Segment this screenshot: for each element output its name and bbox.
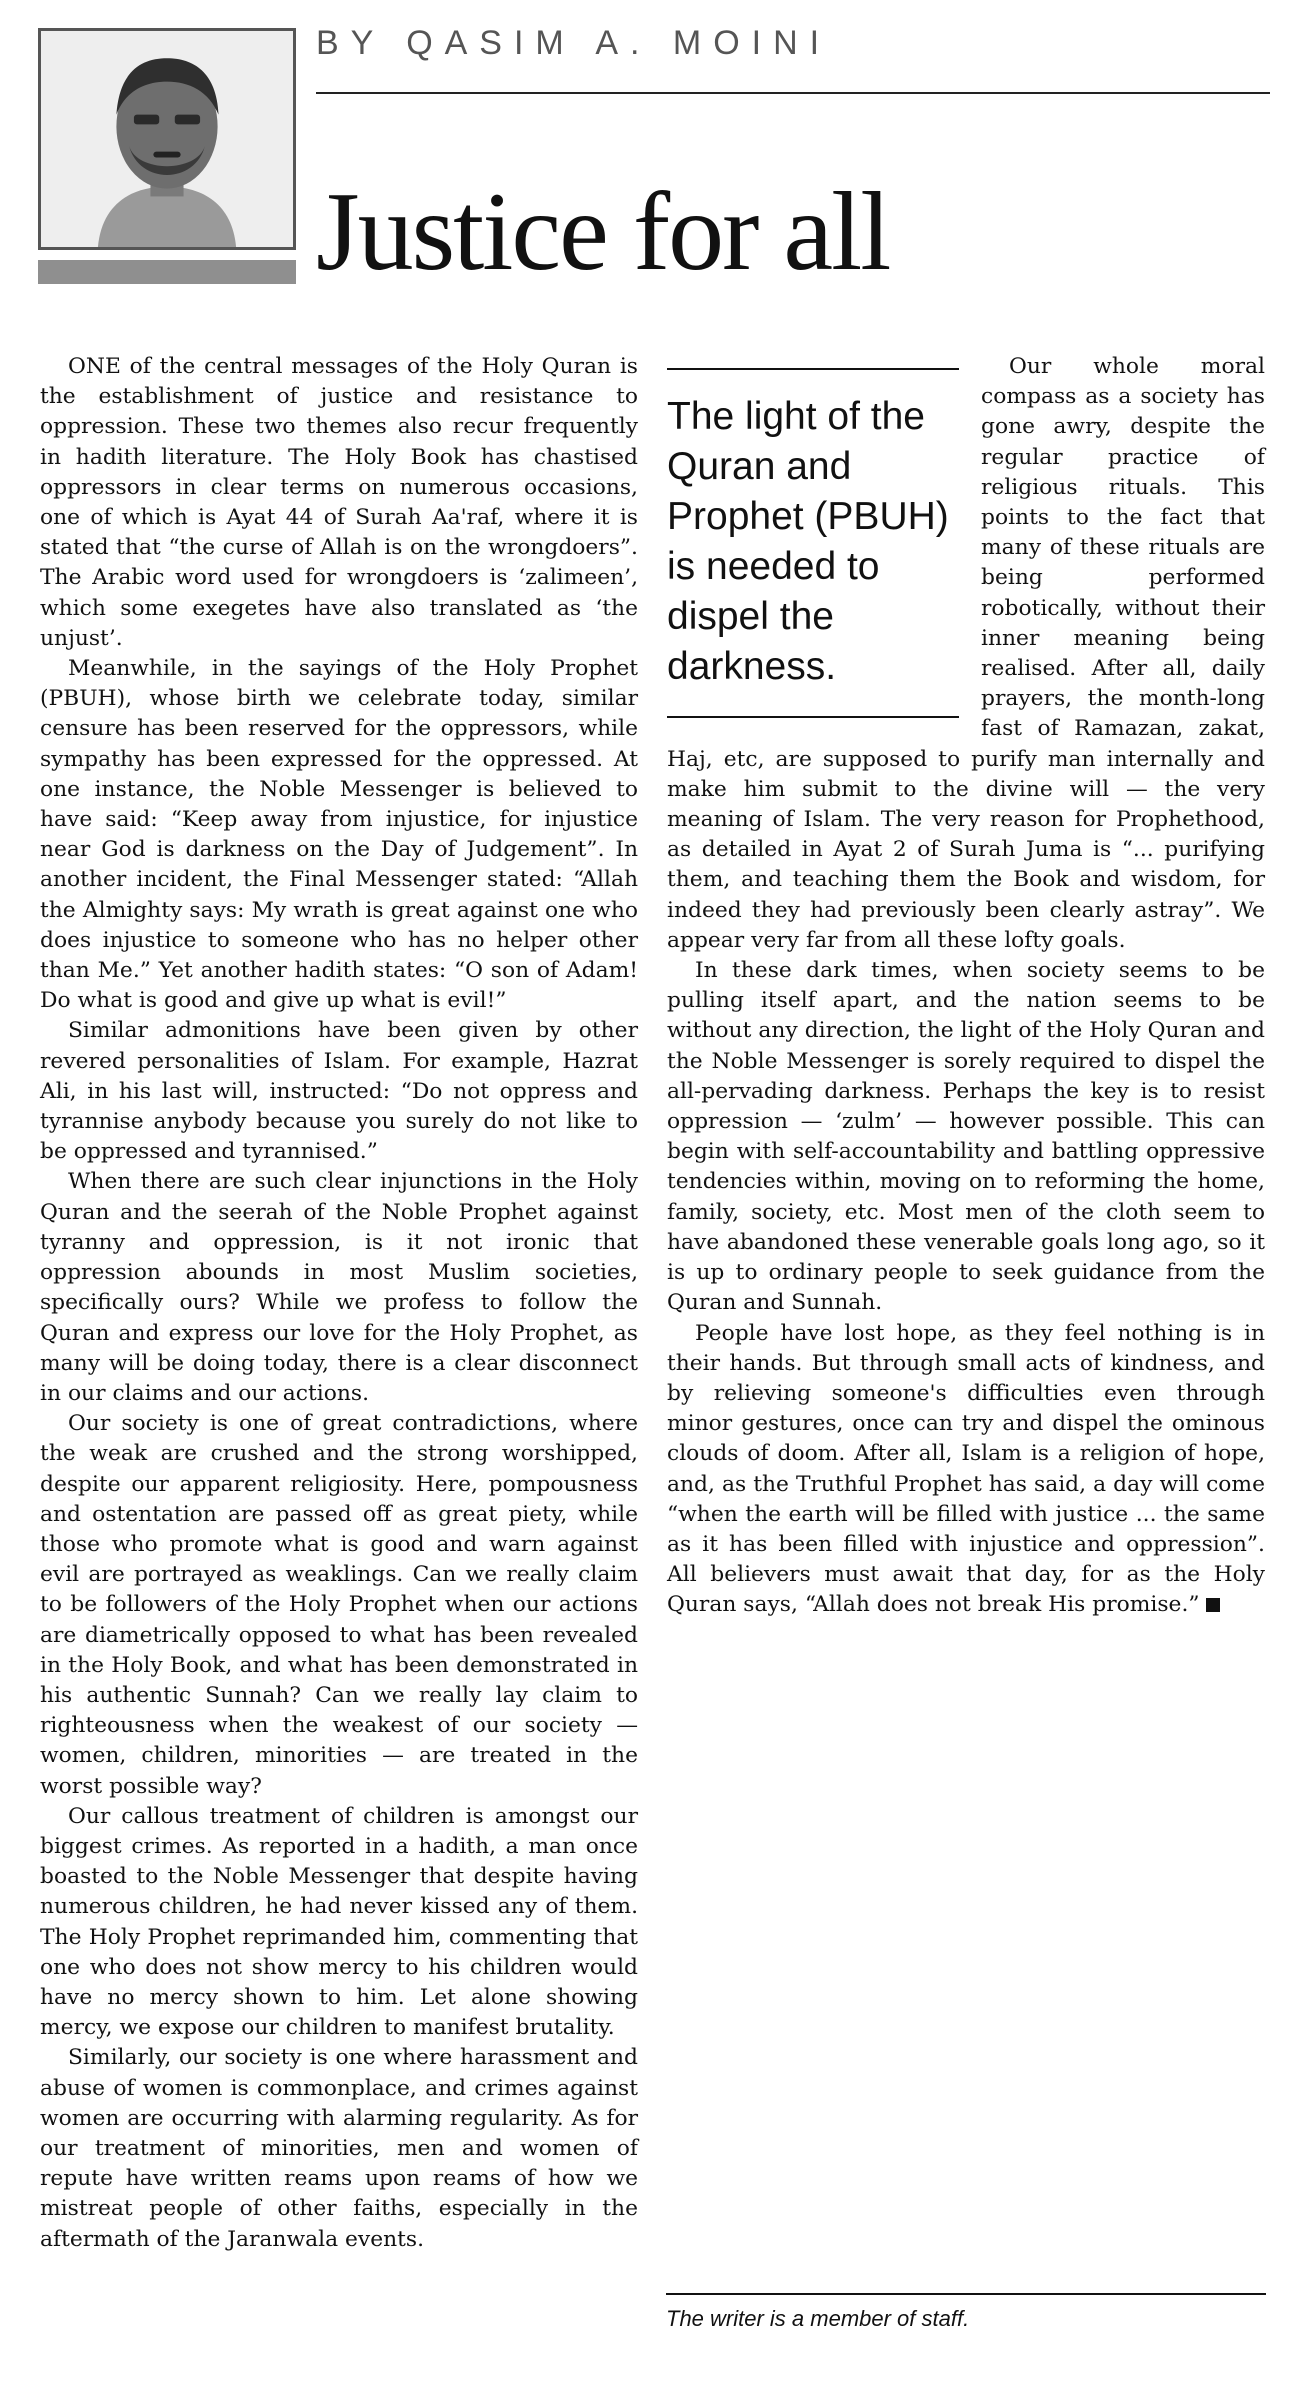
paragraph-last	[667, 1319, 1265, 1621]
paragraph: In these dark times, when society seems to be pulling itself apart, and the nation seems to be without any direction, the light of the Holy Quran and the Noble Messenger is sorely required to dispel the all-pervading darkness. Perhaps the key is to resist oppression — ‘zulm’ — however possible. This can begin with self-accountability and battling oppressive tendencies within, moving on to reforming the home, family, society, etc. Most men of the cloth seem to have abandoned these venerable goals long ago, so it is up to ordinary people to seek guidance from the Quran and Sunnah.	[667, 958, 1265, 1316]
paragraph: Our callous treatment of children is amongst our biggest crimes. As reported in a hadith, a man once boasted to the Noble Messenger that despite having numerous children, he had never kissed any of them. The Holy Prophet reprimanded him, commenting that one who does not show mercy to his children would have no mercy shown to him. Let alone showing mercy, we expose our children to manifest brutality.	[40, 1803, 638, 2041]
paragraph: Our society is one of great contradictions, where the weak are crushed and the strong worshipped, despite our apparent religiosity. Here, pompousness and ostentation are passed off as great piety, while those who promote what is good and warn against evil are portrayed as weaklings. Can we really claim to be followers of the Holy Prophet when our actions are diametrically opposed to what has been revealed in the Holy Book, and what has been demonstrated in his authentic Sunnah? Can we really lay claim to righteousness when the weakest of our society — women, children, minorities — are treated in the worst possible way?	[40, 1411, 638, 1799]
paragraph: When there are such clear injunctions in the Holy Quran and the seerah of the Noble Prophet against tyranny and oppression, is it not ironic that oppression abounds in most Muslim societies, specifically ours? While we profess to follow the Quran and express our love for the Holy Prophet, as many will be doing today, there is a clear disconnect in our claims and our actions.	[40, 1169, 638, 1406]
headline: Justice for all	[316, 170, 890, 294]
article-body	[40, 352, 1265, 2267]
author-portrait-icon	[41, 31, 293, 247]
paragraph-last-text: People have lost hope, as they feel nothing is in their hands. But through small acts of kindness, and by relieving someone's difficulties even through minor gestures, once can try and dispel the ominous clouds of doom. After all, Islam is a religion of hope, and, as the Truthful Prophet has said, a day will come “when the earth will be filled with justice ... the same as it has been filled with injustice and oppression”. All believers must await that day, for as the Holy Quran says, “Allah does not break His promise.”	[667, 1320, 1265, 1618]
article-header	[38, 24, 1270, 294]
end-mark-icon	[1206, 1598, 1220, 1612]
paragraph: Meanwhile, in the sayings of the Holy Prophet (PBUH), whose birth we celebrate today, similar censure has been reserved for the oppressors, while sympathy has been expressed for the oppressed. At one instance, the Noble Messenger is believed to have said: “Keep away from injustice, for injustice near God is darkness on the Day of Judgement”. In another incident, the Final Messenger stated: “Allah the Almighty says: My wrath is great against one who does injustice to someone who has no helper other than Me.” Yet another hadith states: “O son of Adam! Do what is good and give up what is evil!”	[40, 656, 638, 1014]
paragraph: Similar admonitions have been given by other revered personalities of Islam. For example, Hazrat Ali, in his last will, instructed: “Do not oppress and tyrannise anybody because you surely do not like to be oppressed and tyrannised.”	[40, 1018, 638, 1165]
paragraph: ONE of the central messages of the Holy Quran is the establishment of justice and resistance to oppression. These two themes also recur frequently in hadith literature. The Holy Book has chastised oppressors in clear terms on numerous occasions, one of which is Ayat 44 of Surah Aa'raf, where it is stated that “the curse of Allah is on the wrongdoers”. The Arabic word used for wrongdoers is ‘zalimeen’, which some exegetes have also translated as ‘the unjust’.	[40, 354, 638, 651]
pull-quote: The light of the Quran and Prophet (PBUH) is needed to dispel the darkness.	[667, 368, 959, 718]
paragraph: Our whole moral compass as a society has gone awry, despite the regular practice of religious rituals. This points to the fact that many of these rituals are being performed robotically, without their inner meaning being realised. After all, daily prayers, the month-long fast of Ramazan, zakat, Haj, etc, are supposed to purify man internally and make him submit to the divine will — the very meaning of Islam. The very reason for Prophethood, as detailed in Ayat 2 of Surah Juma is “... purifying them, and teaching them the Book and wisdom, for indeed they had previously been clearly astray”. We appear very far from all these lofty goals.	[667, 354, 1265, 953]
author-photo	[38, 28, 296, 250]
footer-rule	[666, 2293, 1266, 2295]
byline: BY QASIM A. MOINI	[316, 24, 832, 62]
writer-note: The writer is a member of staff.	[666, 2306, 970, 2331]
paragraph: Similarly, our society is one where harassment and abuse of women is commonplace, and crimes against women are occurring with alarming regularity. As for our treatment of minorities, men and women of repute have written reams upon reams of how we mistreat people of other faiths, especially in the aftermath of the Jaranwala events.	[40, 2045, 638, 2252]
photo-accent-bar	[38, 260, 296, 284]
byline-rule	[316, 92, 1270, 94]
